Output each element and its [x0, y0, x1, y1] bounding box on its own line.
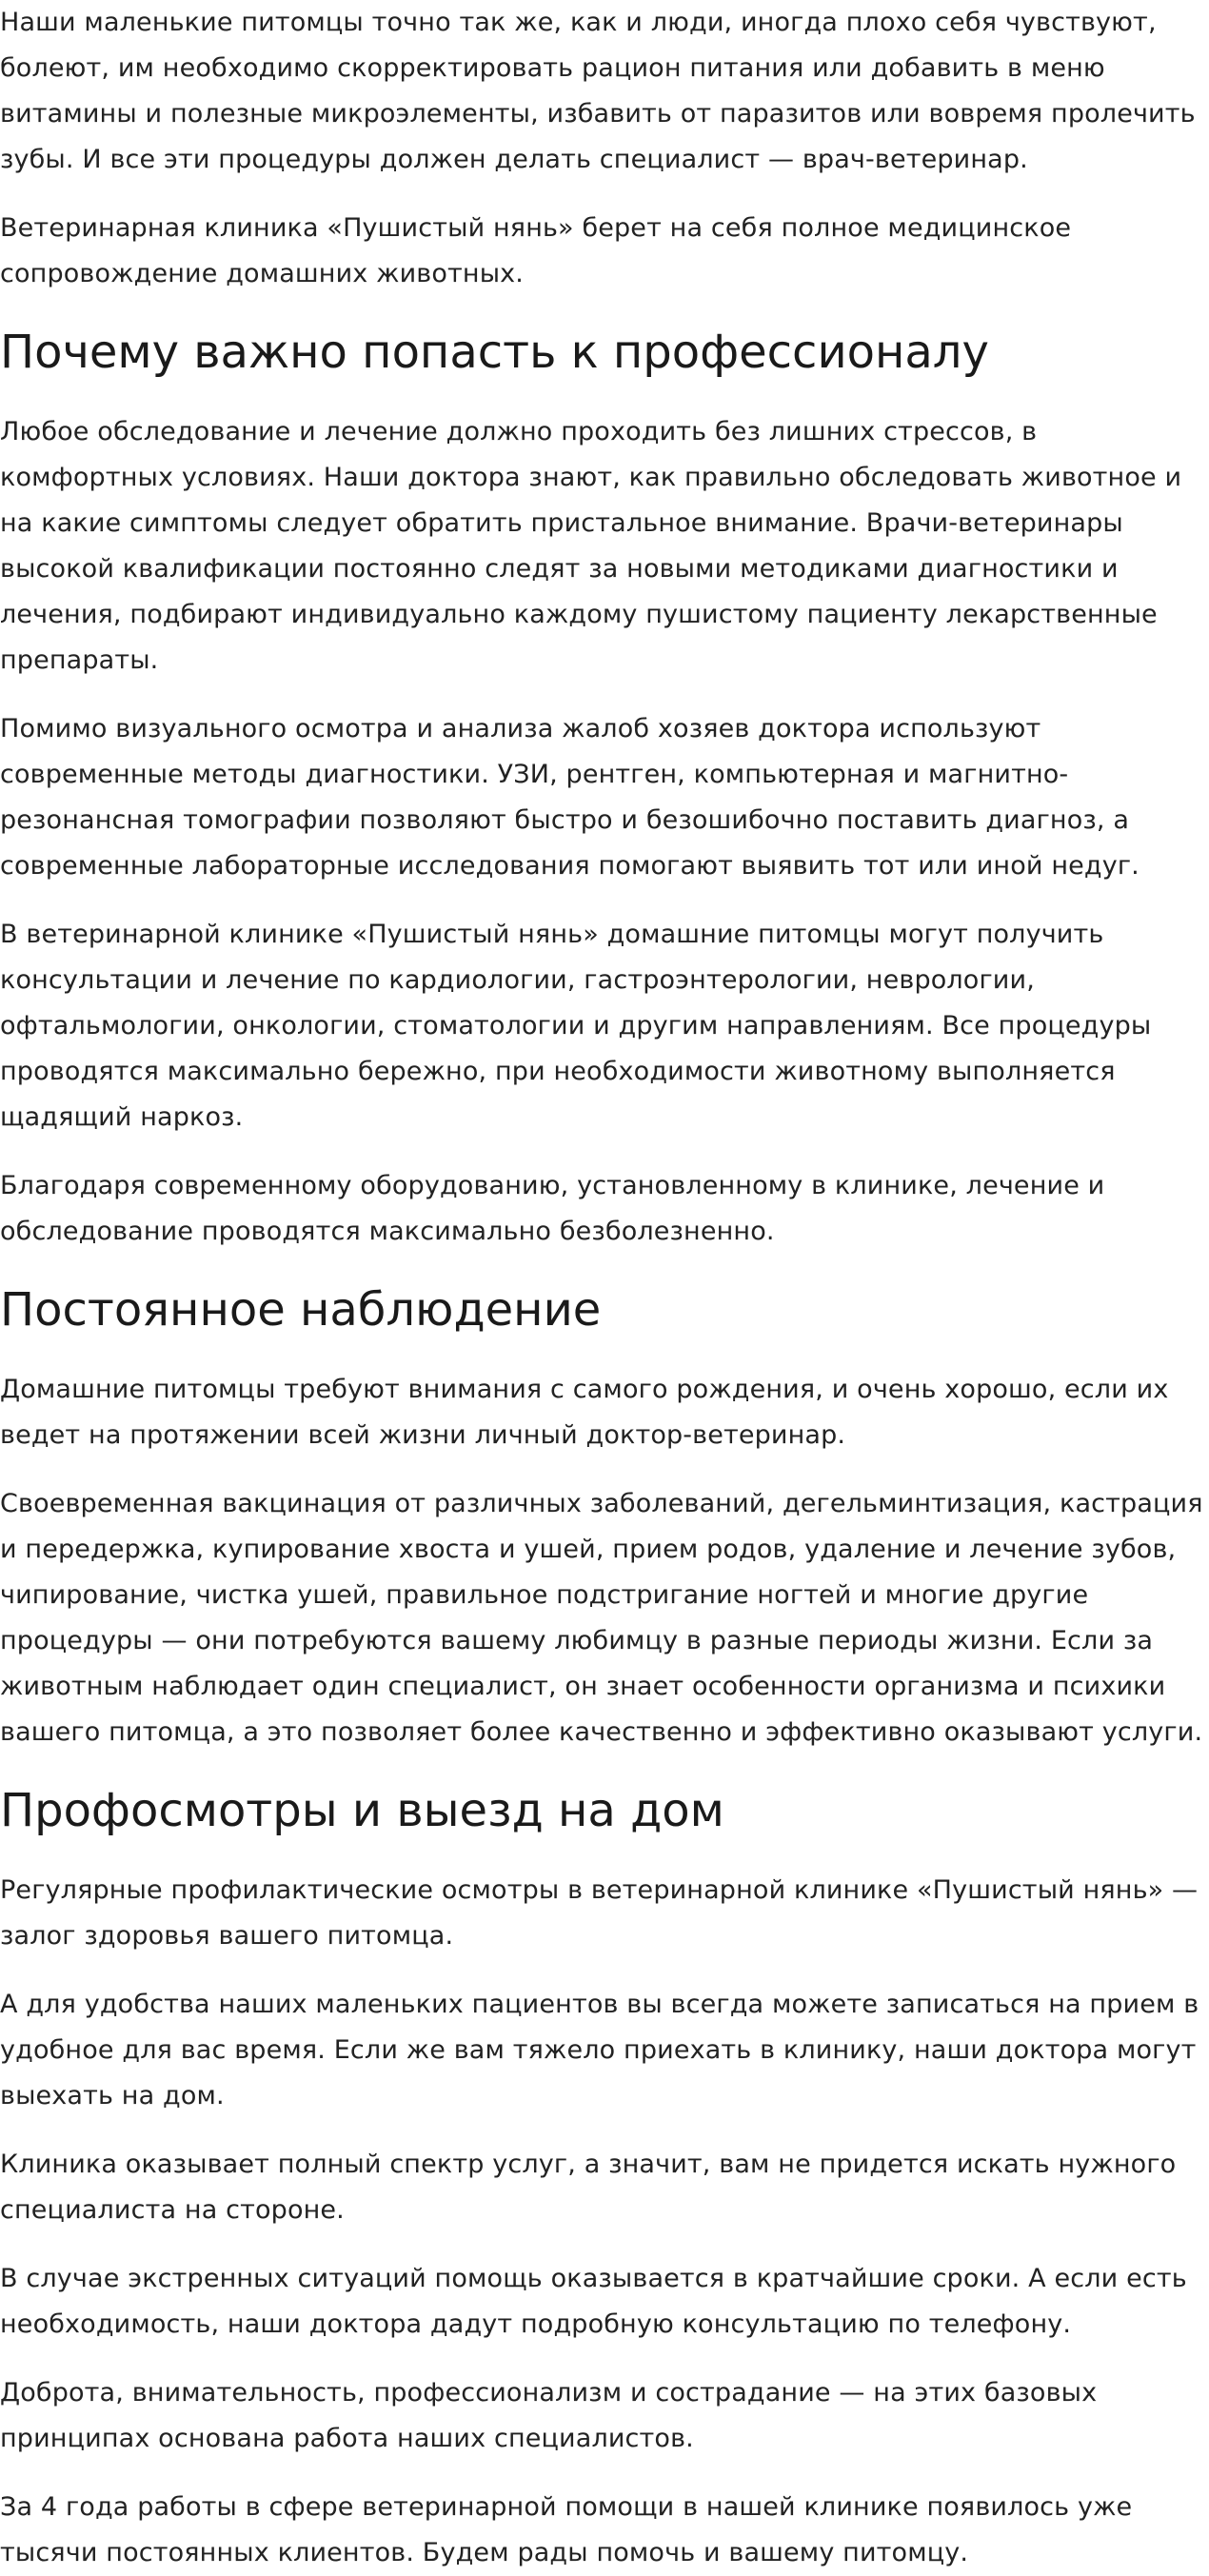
- section-observation: [0, 1281, 1209, 1755]
- section-professional: [0, 324, 1209, 1255]
- section-heading: Почему важно попасть к профессионалу: [0, 326, 989, 379]
- section-heading: Профосмотры и выезд на дом: [0, 1784, 724, 1837]
- section-paragraph: Клиника оказывает полный спектр услуг, а значит, вам не придется искать нужного специалиста на стороне.: [0, 2150, 1177, 2225]
- section-checkups: [0, 1782, 1209, 2576]
- section-paragraph: Благодаря современному оборудованию, установленному в клинике, лечение и обследование проводятся максимально безболезненно.: [0, 1171, 1105, 1246]
- section-paragraph: Домашние питомцы требуют внимания с самого рождения, и очень хорошо, если их ведет на протяжении всей жизни личный доктор-ветеринар.: [0, 1375, 1169, 1450]
- section-paragraph: В ветеринарной клинике «Пушистый нянь» домашние питомцы могут получить консультации и лечение по кардиологии, гастроэнтерологии, неврологии, офтальмологии, онкологии, стоматологии и другим направлениям. Все процедуры проводятся максимально бережно, при необходимости животному выполняется щадящий наркоз.: [0, 920, 1152, 1132]
- section-paragraph: Любое обследование и лечение должно проходить без лишних стрессов, в комфортных условиях. Наши доктора знают, как правильно обследовать животное и на какие симптомы следует обратить пристальное внимание. Врачи-ветеринары высокой квалификации постоянно следят за новыми методиками диагностики и лечения, подбирают индивидуально каждому пушистому пациенту лекарственные препараты.: [0, 417, 1182, 675]
- intro-paragraph: Ветеринарная клиника «Пушистый нянь» берет на себя полное медицинское сопровождение домашних животных.: [0, 213, 1072, 288]
- section-paragraph: Регулярные профилактические осмотры в ветеринарной клинике «Пушистый нянь» — залог здоровья вашего питомца.: [0, 1875, 1199, 1951]
- section-paragraph: В случае экстренных ситуаций помощь оказывается в кратчайшие сроки. А если есть необходимость, наши доктора дадут подробную консультацию по телефону.: [0, 2264, 1187, 2339]
- section-paragraph: Своевременная вакцинация от различных заболеваний, дегельминтизация, кастрация и передержка, купирование хвоста и ушей, прием родов, удаление и лечение зубов, чипирование, чистка ушей, правильное подстригание ногтей и многие другие процедуры — они потребуются вашему любимцу в разные периоды жизни. Если за животным наблюдает один специалист, он знает особенности организма и психики вашего питомца, а это позволяет более качественно и эффективно оказывают услуги.: [0, 1489, 1203, 1747]
- section-paragraph: Помимо визуального осмотра и анализа жалоб хозяев доктора используют современные методы диагностики. УЗИ, рентген, компьютерная и магнитно-резонансная томографии позволяют быстро и безошибочно поставить диагноз, а современные лабораторные исследования помогают выявить тот или иной недуг.: [0, 714, 1140, 881]
- section-paragraph: Доброта, внимательность, профессионализм и сострадание — на этих базовых принципах основана работа наших специалистов.: [0, 2378, 1098, 2453]
- section-paragraph: За 4 года работы в сфере ветеринарной помощи в нашей клинике появилось уже тысячи постоянных клиентов. Будем рады помочь и вашему питомцу.: [0, 2492, 1133, 2567]
- section-heading: Постоянное наблюдение: [0, 1283, 602, 1337]
- intro-section: [0, 0, 1209, 297]
- intro-paragraph: Наши маленькие питомцы точно так же, как и люди, иногда плохо себя чувствуют, болеют, им необходимо скорректировать рацион питания или добавить в меню витамины и полезные микроэлементы, избавить от паразитов или вовремя пролечить зубы. И все эти процедуры должен делать специалист — врач-ветеринар.: [0, 8, 1196, 174]
- section-paragraph: А для удобства наших маленьких пациентов вы всегда можете записаться на прием в удобное для вас время. Если же вам тяжело приехать в клинику, наши доктора могут выехать на дом.: [0, 1990, 1199, 2110]
